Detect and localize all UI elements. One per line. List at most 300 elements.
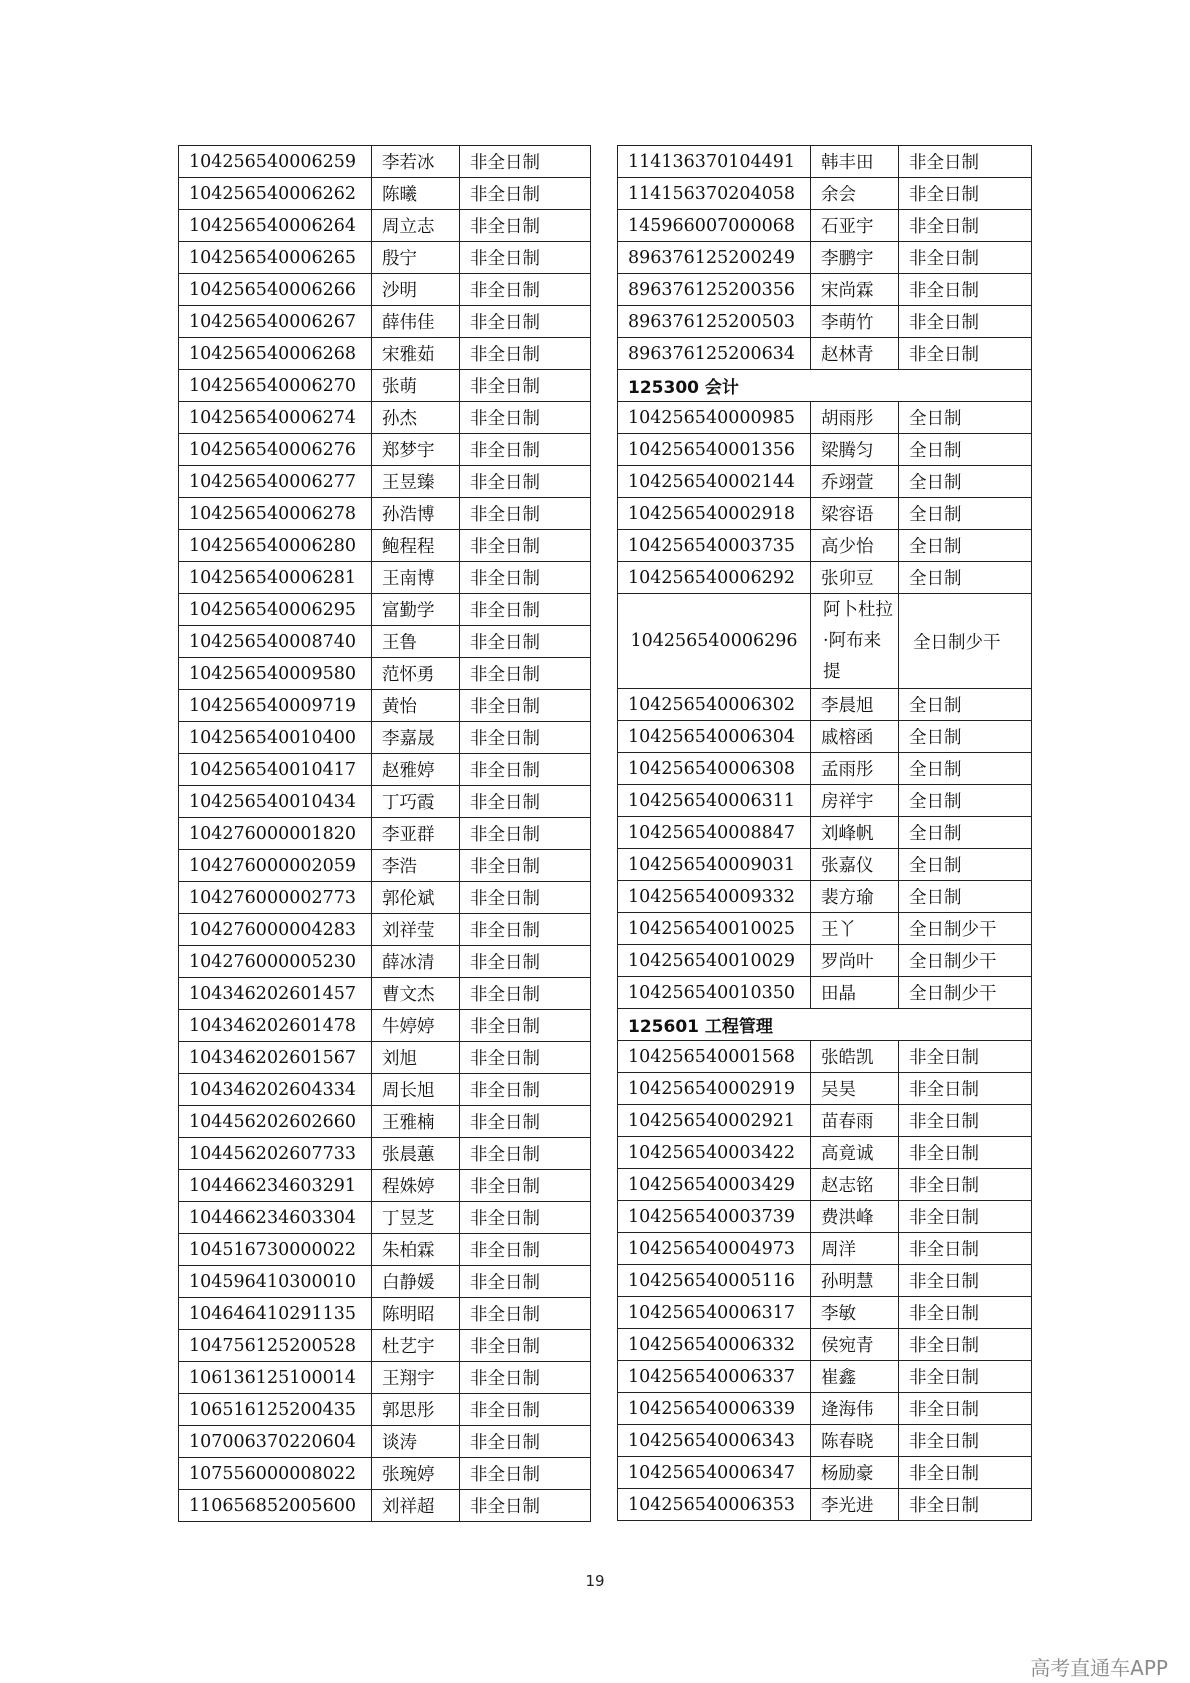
- candidate-row: [179, 1266, 591, 1298]
- candidate-row: [179, 338, 591, 370]
- study-mode-cell: 非全日制: [899, 1329, 1032, 1361]
- candidate-row: [618, 434, 1032, 466]
- exam-id-cell: 104256540004973: [618, 1233, 811, 1265]
- name-cell: 宋尚霖: [811, 274, 899, 306]
- exam-id-cell: 104256540009031: [618, 849, 811, 881]
- name-cell: 田晶: [811, 977, 899, 1009]
- name-cell: 牛婷婷: [372, 1010, 460, 1042]
- exam-id-cell: 104276000002773: [179, 882, 372, 914]
- name-cell: 乔翊萱: [811, 466, 899, 498]
- study-mode-cell: 非全日制: [899, 1489, 1032, 1521]
- study-mode-cell: 全日制: [899, 849, 1032, 881]
- name-cell: 李若冰: [372, 146, 460, 178]
- study-mode-cell: 非全日制: [899, 242, 1032, 274]
- name-cell: 高竟诚: [811, 1137, 899, 1169]
- name-cell: 富勤学: [372, 594, 460, 626]
- exam-id-cell: 104256540003735: [618, 530, 811, 562]
- candidate-row: [179, 1010, 591, 1042]
- name-cell: 李光进: [811, 1489, 899, 1521]
- study-mode-cell: 非全日制: [899, 1201, 1032, 1233]
- study-mode-cell: 非全日制: [899, 338, 1032, 370]
- exam-id-cell: 110656852005600: [179, 1490, 372, 1522]
- candidate-row: [179, 562, 591, 594]
- name-cell: 胡雨彤: [811, 402, 899, 434]
- name-cell: 赵志铭: [811, 1169, 899, 1201]
- name-cell: 李鹏宇: [811, 242, 899, 274]
- study-mode-cell: 非全日制: [460, 914, 591, 946]
- exam-id-cell: 104256540009332: [618, 881, 811, 913]
- name-cell: 王鲁: [372, 626, 460, 658]
- name-cell: 王南博: [372, 562, 460, 594]
- name-cell: 李萌竹: [811, 306, 899, 338]
- name-cell: 戚榕函: [811, 721, 899, 753]
- exam-id-cell: 104256540003429: [618, 1169, 811, 1201]
- section-heading-row: [618, 370, 1032, 402]
- study-mode-cell: 非全日制: [460, 1394, 591, 1426]
- exam-id-cell: 104256540010029: [618, 945, 811, 977]
- name-cell: 周洋: [811, 1233, 899, 1265]
- candidate-row: [618, 594, 1032, 689]
- exam-id-cell: 104256540010434: [179, 786, 372, 818]
- exam-id-cell: 104256540008847: [618, 817, 811, 849]
- candidate-row: [618, 306, 1032, 338]
- exam-id-cell: 104756125200528: [179, 1330, 372, 1362]
- candidate-table-right: [617, 145, 1032, 1521]
- study-mode-cell: 非全日制: [460, 818, 591, 850]
- study-mode-cell: 全日制少干: [899, 977, 1032, 1009]
- name-cell: 余会: [811, 178, 899, 210]
- name-cell: 张晨蕙: [372, 1138, 460, 1170]
- name-cell: 逄海伟: [811, 1393, 899, 1425]
- exam-id-cell: 104256540010025: [618, 913, 811, 945]
- exam-id-cell: 896376125200503: [618, 306, 811, 338]
- name-cell: 殷宁: [372, 242, 460, 274]
- study-mode-cell: 非全日制: [460, 1362, 591, 1394]
- candidate-row: [179, 1330, 591, 1362]
- study-mode-cell: 非全日制: [460, 626, 591, 658]
- page-number: 19: [585, 1572, 605, 1590]
- study-mode-cell: 非全日制: [899, 1073, 1032, 1105]
- name-cell: 陈曦: [372, 178, 460, 210]
- name-cell: 朱柏霖: [372, 1234, 460, 1266]
- candidate-row: [179, 274, 591, 306]
- candidate-row: [618, 562, 1032, 594]
- candidate-row: [179, 594, 591, 626]
- name-cell: 薛伟佳: [372, 306, 460, 338]
- name-cell: 孙明慧: [811, 1265, 899, 1297]
- name-cell: 王翔宇: [372, 1362, 460, 1394]
- exam-id-cell: 106136125100014: [179, 1362, 372, 1394]
- name-cell: 丁昱芝: [372, 1202, 460, 1234]
- name-cell: 张萌: [372, 370, 460, 402]
- candidate-row: [179, 402, 591, 434]
- study-mode-cell: 非全日制: [460, 338, 591, 370]
- candidate-row: [618, 1393, 1032, 1425]
- name-cell: 王昱臻: [372, 466, 460, 498]
- exam-id-cell: 104256540002921: [618, 1105, 811, 1137]
- section-heading-row: [618, 1009, 1032, 1041]
- candidate-row: [618, 913, 1032, 945]
- study-mode-cell: 非全日制: [460, 274, 591, 306]
- name-cell: 费洪峰: [811, 1201, 899, 1233]
- candidate-row: [618, 753, 1032, 785]
- exam-id-cell: 104276000005230: [179, 946, 372, 978]
- study-mode-cell: 非全日制: [460, 850, 591, 882]
- candidate-row: [179, 914, 591, 946]
- study-mode-cell: 非全日制: [460, 1106, 591, 1138]
- exam-id-cell: 104346202601567: [179, 1042, 372, 1074]
- exam-id-cell: 104256540006280: [179, 530, 372, 562]
- name-cell: 周立志: [372, 210, 460, 242]
- study-mode-cell: 非全日制: [460, 722, 591, 754]
- candidate-row: [618, 1105, 1032, 1137]
- study-mode-cell: 非全日制: [460, 1490, 591, 1522]
- name-cell: 孙杰: [372, 402, 460, 434]
- exam-id-cell: 104466234603304: [179, 1202, 372, 1234]
- study-mode-cell: 非全日制: [460, 466, 591, 498]
- candidate-row: [618, 849, 1032, 881]
- name-cell: 李亚群: [372, 818, 460, 850]
- study-mode-cell: 非全日制: [460, 1010, 591, 1042]
- candidate-row: [179, 722, 591, 754]
- candidate-row: [179, 786, 591, 818]
- candidate-row: [179, 178, 591, 210]
- name-cell: 鲍程程: [372, 530, 460, 562]
- study-mode-cell: 全日制少干: [899, 913, 1032, 945]
- candidate-row: [179, 530, 591, 562]
- study-mode-cell: 非全日制: [899, 178, 1032, 210]
- study-mode-cell: 非全日制: [460, 498, 591, 530]
- name-cell: 周长旭: [372, 1074, 460, 1106]
- study-mode-cell: 非全日制: [460, 946, 591, 978]
- candidate-row: [179, 1234, 591, 1266]
- study-mode-cell: 非全日制: [899, 1169, 1032, 1201]
- name-cell: 程姝婷: [372, 1170, 460, 1202]
- exam-id-cell: 104256540006267: [179, 306, 372, 338]
- name-cell: 张卯豆: [811, 562, 899, 594]
- exam-id-cell: 104256540006332: [618, 1329, 811, 1361]
- exam-id-cell: 114136370104491: [618, 146, 811, 178]
- name-cell: 薛冰清: [372, 946, 460, 978]
- candidate-row: [179, 658, 591, 690]
- candidate-row: [179, 690, 591, 722]
- name-cell: 王丫: [811, 913, 899, 945]
- name-cell: 张嘉仪: [811, 849, 899, 881]
- exam-id-cell: 104256540006292: [618, 562, 811, 594]
- candidate-row: [618, 530, 1032, 562]
- exam-id-cell: 104256540006353: [618, 1489, 811, 1521]
- study-mode-cell: 全日制: [899, 402, 1032, 434]
- candidate-row: [618, 146, 1032, 178]
- section-heading: 125300 会计: [618, 370, 1032, 402]
- candidate-row: [179, 434, 591, 466]
- exam-id-cell: 104256540001568: [618, 1041, 811, 1073]
- exam-id-cell: 896376125200634: [618, 338, 811, 370]
- exam-id-cell: 104256540006266: [179, 274, 372, 306]
- study-mode-cell: 非全日制: [460, 1042, 591, 1074]
- candidate-row: [179, 978, 591, 1010]
- name-cell: 黄怡: [372, 690, 460, 722]
- name-cell: 白静媛: [372, 1266, 460, 1298]
- candidate-row: [618, 1489, 1032, 1521]
- name-cell: 石亚宇: [811, 210, 899, 242]
- study-mode-cell: 非全日制: [460, 146, 591, 178]
- name-cell: 苗春雨: [811, 1105, 899, 1137]
- exam-id-cell: 104256540006277: [179, 466, 372, 498]
- candidate-row: [179, 1458, 591, 1490]
- study-mode-cell: 非全日制: [460, 1170, 591, 1202]
- candidate-row: [618, 1425, 1032, 1457]
- study-mode-cell: 全日制: [899, 817, 1032, 849]
- name-cell: 孙浩博: [372, 498, 460, 530]
- name-cell: 张琬婷: [372, 1458, 460, 1490]
- candidate-row: [618, 1073, 1032, 1105]
- candidate-row: [179, 1042, 591, 1074]
- exam-id-cell: 104456202602660: [179, 1106, 372, 1138]
- candidate-row: [618, 466, 1032, 498]
- candidate-row: [179, 498, 591, 530]
- candidate-row: [179, 1170, 591, 1202]
- candidate-row: [179, 882, 591, 914]
- candidate-row: [618, 1201, 1032, 1233]
- exam-id-cell: 104346202601478: [179, 1010, 372, 1042]
- candidate-row: [618, 1265, 1032, 1297]
- exam-id-cell: 104256540006347: [618, 1457, 811, 1489]
- study-mode-cell: 非全日制: [460, 594, 591, 626]
- exam-id-cell: 104256540006270: [179, 370, 372, 402]
- study-mode-cell: 全日制: [899, 498, 1032, 530]
- exam-id-cell: 104256540006276: [179, 434, 372, 466]
- exam-id-cell: 104256540006311: [618, 785, 811, 817]
- study-mode-cell: 非全日制: [899, 274, 1032, 306]
- study-mode-cell: 非全日制: [899, 1137, 1032, 1169]
- exam-id-cell: 104256540002144: [618, 466, 811, 498]
- candidate-row: [179, 1426, 591, 1458]
- candidate-row: [618, 1041, 1032, 1073]
- exam-id-cell: 104256540006343: [618, 1425, 811, 1457]
- exam-id-cell: 104256540006339: [618, 1393, 811, 1425]
- study-mode-cell: 非全日制: [460, 1234, 591, 1266]
- exam-id-cell: 107006370220604: [179, 1426, 372, 1458]
- name-cell: 刘旭: [372, 1042, 460, 1074]
- exam-id-cell: 104466234603291: [179, 1170, 372, 1202]
- study-mode-cell: 非全日制: [460, 370, 591, 402]
- name-cell: 裴方瑜: [811, 881, 899, 913]
- study-mode-cell: 非全日制: [460, 210, 591, 242]
- name-cell: 郭思彤: [372, 1394, 460, 1426]
- name-cell: 刘祥莹: [372, 914, 460, 946]
- study-mode-cell: 非全日制: [899, 210, 1032, 242]
- section-heading: 125601 工程管理: [618, 1009, 1032, 1041]
- candidate-row: [179, 1106, 591, 1138]
- name-cell: 李敏: [811, 1297, 899, 1329]
- exam-id-cell: 896376125200249: [618, 242, 811, 274]
- study-mode-cell: 非全日制: [899, 1425, 1032, 1457]
- candidate-row: [618, 1297, 1032, 1329]
- study-mode-cell: 非全日制: [899, 1297, 1032, 1329]
- candidate-row: [618, 1233, 1032, 1265]
- study-mode-cell: 全日制: [899, 753, 1032, 785]
- exam-id-cell: 104276000002059: [179, 850, 372, 882]
- name-cell: 曹文杰: [372, 978, 460, 1010]
- name-cell: 刘祥超: [372, 1490, 460, 1522]
- study-mode-cell: 非全日制: [460, 1426, 591, 1458]
- exam-id-cell: 104596410300010: [179, 1266, 372, 1298]
- study-mode-cell: 全日制少干: [899, 945, 1032, 977]
- exam-id-cell: 104256540006308: [618, 753, 811, 785]
- exam-id-cell: 104256540010350: [618, 977, 811, 1009]
- study-mode-cell: 非全日制: [460, 402, 591, 434]
- name-cell: 崔鑫: [811, 1361, 899, 1393]
- exam-id-cell: 104256540006265: [179, 242, 372, 274]
- candidate-table-left: [178, 145, 591, 1522]
- study-mode-cell: 非全日制: [460, 978, 591, 1010]
- study-mode-cell: 非全日制: [460, 530, 591, 562]
- name-cell: 杜艺宇: [372, 1330, 460, 1362]
- candidate-row: [618, 817, 1032, 849]
- watermark-text: 高考直通车APP: [1030, 1656, 1168, 1680]
- candidate-row: [179, 1138, 591, 1170]
- candidate-row: [618, 498, 1032, 530]
- candidate-row: [179, 1074, 591, 1106]
- study-mode-cell: 非全日制: [460, 754, 591, 786]
- study-mode-cell: 全日制: [899, 562, 1032, 594]
- name-cell: 沙明: [372, 274, 460, 306]
- name-cell: 王雅楠: [372, 1106, 460, 1138]
- candidate-row: [179, 370, 591, 402]
- study-mode-cell: 非全日制: [460, 1266, 591, 1298]
- study-mode-cell: 非全日制: [899, 1361, 1032, 1393]
- name-cell: 罗尚叶: [811, 945, 899, 977]
- exam-id-cell: 104256540002918: [618, 498, 811, 530]
- study-mode-cell: 非全日制: [460, 562, 591, 594]
- candidate-row: [618, 689, 1032, 721]
- exam-id-cell: 104256540002919: [618, 1073, 811, 1105]
- exam-id-cell: 104256540006337: [618, 1361, 811, 1393]
- exam-id-cell: 104516730000022: [179, 1234, 372, 1266]
- study-mode-cell: 非全日制: [899, 1233, 1032, 1265]
- candidate-row: [618, 338, 1032, 370]
- study-mode-cell: 非全日制: [460, 1458, 591, 1490]
- name-cell: 孟雨彤: [811, 753, 899, 785]
- candidate-row: [179, 626, 591, 658]
- study-mode-cell: 非全日制: [899, 1457, 1032, 1489]
- study-mode-cell: 非全日制: [460, 1138, 591, 1170]
- study-mode-cell: 非全日制: [460, 786, 591, 818]
- study-mode-cell: 全日制: [899, 881, 1032, 913]
- name-cell: 郑梦宇: [372, 434, 460, 466]
- candidate-row: [179, 242, 591, 274]
- name-cell: 赵雅婷: [372, 754, 460, 786]
- exam-id-cell: 104256540006274: [179, 402, 372, 434]
- candidate-row: [179, 850, 591, 882]
- study-mode-cell: 全日制少干: [899, 594, 1032, 689]
- exam-id-cell: 107556000008022: [179, 1458, 372, 1490]
- candidate-row: [618, 977, 1032, 1009]
- name-cell: 韩丰田: [811, 146, 899, 178]
- name-cell: 张皓凯: [811, 1041, 899, 1073]
- study-mode-cell: 全日制: [899, 689, 1032, 721]
- study-mode-cell: 非全日制: [899, 1393, 1032, 1425]
- name-cell: 李嘉晟: [372, 722, 460, 754]
- name-cell: 宋雅茹: [372, 338, 460, 370]
- study-mode-cell: 非全日制: [460, 242, 591, 274]
- exam-id-cell: 104276000004283: [179, 914, 372, 946]
- name-cell: 赵林青: [811, 338, 899, 370]
- candidate-row: [618, 1361, 1032, 1393]
- name-cell: 高少怡: [811, 530, 899, 562]
- candidate-table-left-body: [179, 146, 591, 1522]
- candidate-row: [618, 945, 1032, 977]
- candidate-row: [618, 178, 1032, 210]
- candidate-row: [179, 1298, 591, 1330]
- exam-id-cell: 896376125200356: [618, 274, 811, 306]
- name-cell: 杨励豪: [811, 1457, 899, 1489]
- study-mode-cell: 全日制: [899, 530, 1032, 562]
- name-cell: 陈春晓: [811, 1425, 899, 1457]
- name-cell: 郭伦斌: [372, 882, 460, 914]
- study-mode-cell: 全日制: [899, 785, 1032, 817]
- study-mode-cell: 非全日制: [899, 1105, 1032, 1137]
- study-mode-cell: 非全日制: [899, 306, 1032, 338]
- candidate-row: [179, 946, 591, 978]
- name-cell: 谈涛: [372, 1426, 460, 1458]
- exam-id-cell: 104256540009719: [179, 690, 372, 722]
- study-mode-cell: 全日制: [899, 466, 1032, 498]
- candidate-row: [179, 306, 591, 338]
- study-mode-cell: 非全日制: [460, 1330, 591, 1362]
- exam-id-cell: 104256540008740: [179, 626, 372, 658]
- exam-id-cell: 104256540006304: [618, 721, 811, 753]
- candidate-row: [179, 1394, 591, 1426]
- name-cell: 李晨旭: [811, 689, 899, 721]
- candidate-row: [618, 721, 1032, 753]
- name-cell: 梁腾匀: [811, 434, 899, 466]
- exam-id-cell: 104256540003422: [618, 1137, 811, 1169]
- candidate-row: [618, 210, 1032, 242]
- exam-id-cell: 104256540005116: [618, 1265, 811, 1297]
- name-cell: 李浩: [372, 850, 460, 882]
- name-cell: 丁巧霞: [372, 786, 460, 818]
- exam-id-cell: 104256540001356: [618, 434, 811, 466]
- candidate-row: [618, 1137, 1032, 1169]
- exam-id-cell: 104256540006302: [618, 689, 811, 721]
- exam-id-cell: 104456202607733: [179, 1138, 372, 1170]
- name-cell: 刘峰帆: [811, 817, 899, 849]
- exam-id-cell: 114156370204058: [618, 178, 811, 210]
- candidate-row: [618, 1329, 1032, 1361]
- candidate-row: [179, 146, 591, 178]
- study-mode-cell: 非全日制: [460, 658, 591, 690]
- candidate-row: [179, 210, 591, 242]
- candidate-row: [179, 1362, 591, 1394]
- candidate-row: [618, 1169, 1032, 1201]
- study-mode-cell: 全日制: [899, 721, 1032, 753]
- study-mode-cell: 非全日制: [460, 1074, 591, 1106]
- candidate-row: [179, 466, 591, 498]
- exam-id-cell: 104256540006296: [618, 594, 811, 689]
- exam-id-cell: 104256540010400: [179, 722, 372, 754]
- study-mode-cell: 全日制: [899, 434, 1032, 466]
- candidate-table-right-body: [618, 146, 1032, 1521]
- candidate-row: [618, 274, 1032, 306]
- study-mode-cell: 非全日制: [460, 690, 591, 722]
- exam-id-cell: 104256540003739: [618, 1201, 811, 1233]
- study-mode-cell: 非全日制: [460, 1298, 591, 1330]
- name-cell: 吴昊: [811, 1073, 899, 1105]
- exam-id-cell: 106516125200435: [179, 1394, 372, 1426]
- exam-id-cell: 104256540006262: [179, 178, 372, 210]
